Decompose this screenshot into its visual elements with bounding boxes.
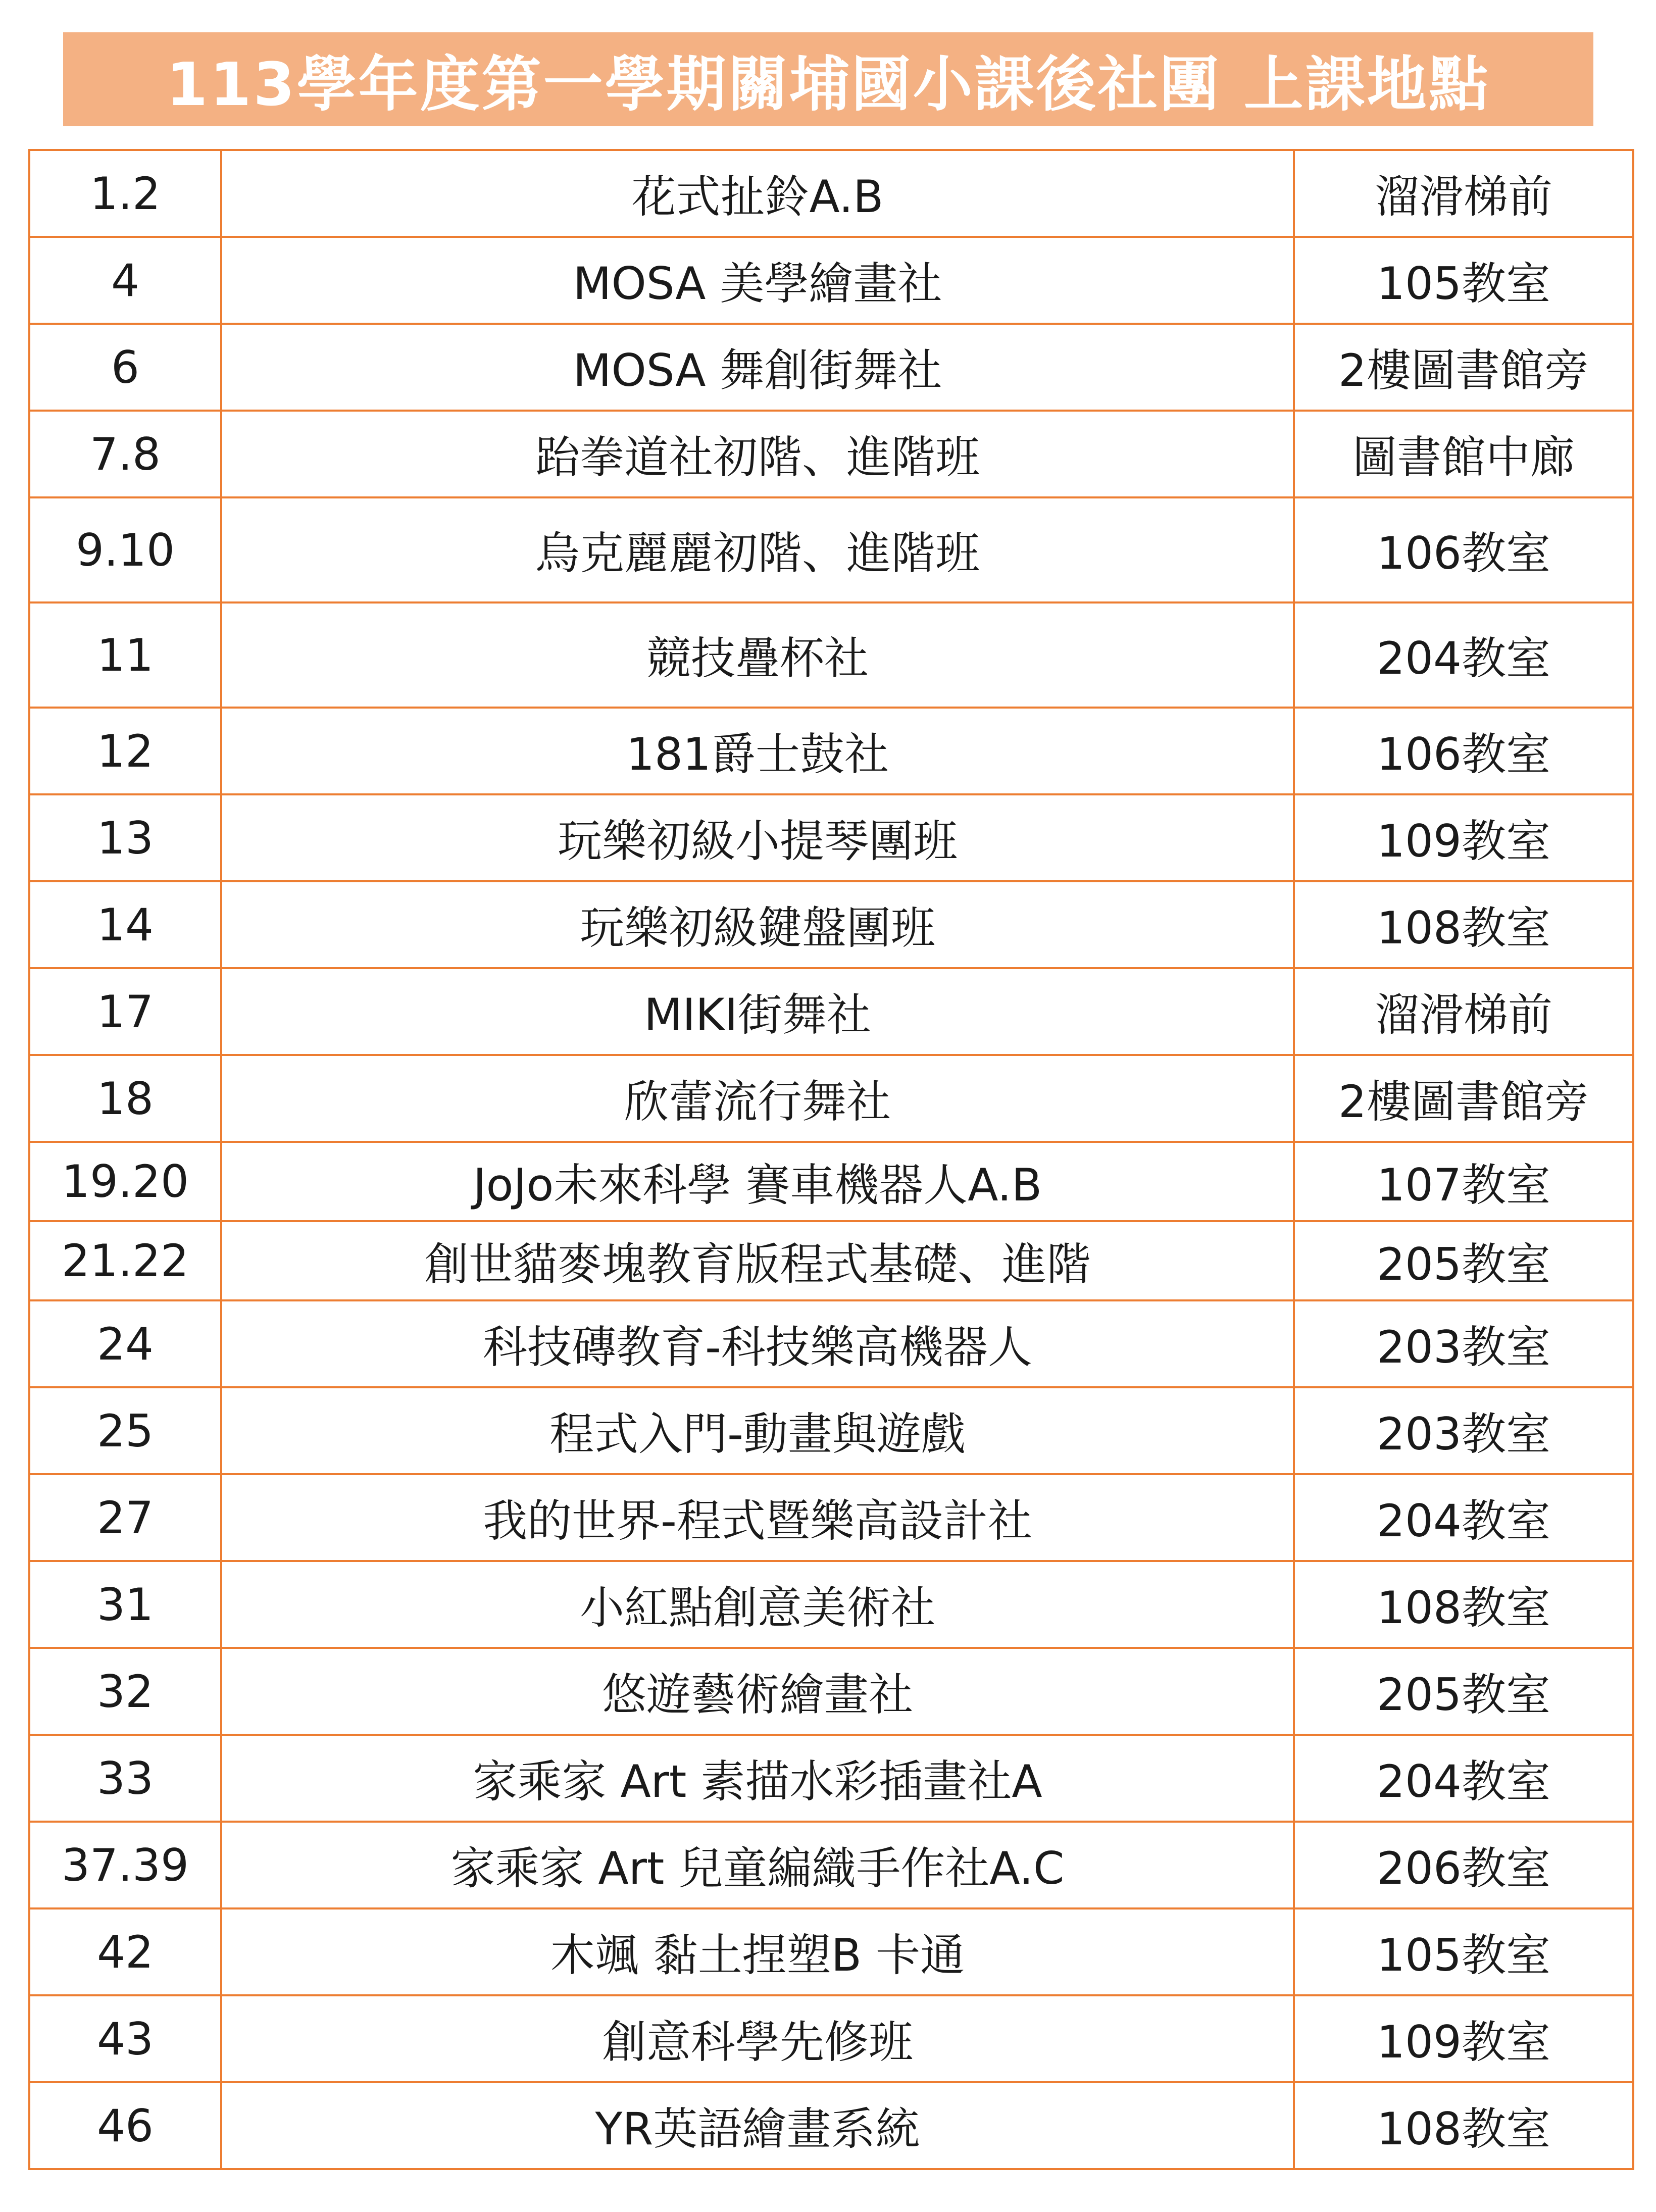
club-location: 205教室 <box>1294 1648 1633 1735</box>
table-row <box>29 237 1633 324</box>
club-name: 創世貓麥塊教育版程式基礎、進階 <box>221 1221 1294 1300</box>
club-name: 玩樂初級小提琴團班 <box>221 794 1294 881</box>
club-name: 創意科學先修班 <box>221 1995 1294 2082</box>
club-location: 106教室 <box>1294 708 1633 794</box>
table-row <box>29 1300 1633 1387</box>
table-row <box>29 602 1633 708</box>
club-number: 1.2 <box>29 150 221 237</box>
table-row <box>29 968 1633 1055</box>
club-name: YR英語繪畫系統 <box>221 2082 1294 2169</box>
club-location: 109教室 <box>1294 794 1633 881</box>
club-number: 17 <box>29 968 221 1055</box>
table-row <box>29 1142 1633 1221</box>
club-number: 19.20 <box>29 1142 221 1221</box>
table-row <box>29 150 1633 237</box>
club-number: 27 <box>29 1474 221 1561</box>
club-number: 24 <box>29 1300 221 1387</box>
club-name: MIKI街舞社 <box>221 968 1294 1055</box>
club-location: 109教室 <box>1294 1995 1633 2082</box>
club-location: 108教室 <box>1294 1561 1633 1648</box>
club-number: 11 <box>29 602 221 708</box>
club-number: 37.39 <box>29 1822 221 1908</box>
table-row <box>29 708 1633 794</box>
club-name: 悠遊藝術繪畫社 <box>221 1648 1294 1735</box>
table-row <box>29 881 1633 968</box>
table-row <box>29 1387 1633 1474</box>
table-row <box>29 1561 1633 1648</box>
club-name: 181爵士鼓社 <box>221 708 1294 794</box>
club-name: 玩樂初級鍵盤團班 <box>221 881 1294 968</box>
table-row <box>29 1908 1633 1995</box>
club-name: 程式入門-動畫與遊戲 <box>221 1387 1294 1474</box>
club-location: 2樓圖書館旁 <box>1294 1055 1633 1142</box>
club-name: 家乘家 Art 素描水彩插畫社A <box>221 1735 1294 1822</box>
club-name: MOSA 舞創街舞社 <box>221 324 1294 411</box>
club-number: 18 <box>29 1055 221 1142</box>
table-row <box>29 497 1633 602</box>
table-row <box>29 1648 1633 1735</box>
club-number: 43 <box>29 1995 221 2082</box>
table-row <box>29 1822 1633 1908</box>
club-name: 花式扯鈴A.B <box>221 150 1294 237</box>
club-location: 105教室 <box>1294 237 1633 324</box>
table-row <box>29 1221 1633 1300</box>
table-row <box>29 1995 1633 2082</box>
table-row <box>29 1055 1633 1142</box>
club-location: 106教室 <box>1294 497 1633 602</box>
club-number: 14 <box>29 881 221 968</box>
club-number: 32 <box>29 1648 221 1735</box>
club-location: 206教室 <box>1294 1822 1633 1908</box>
table-row <box>29 794 1633 881</box>
club-name: JoJo未來科學 賽車機器人A.B <box>221 1142 1294 1221</box>
club-name: 家乘家 Art 兒童編織手作社A.C <box>221 1822 1294 1908</box>
club-number: 12 <box>29 708 221 794</box>
club-location: 203教室 <box>1294 1387 1633 1474</box>
page-title: 113學年度第一學期關埔國小課後社團 上課地點 <box>166 49 1490 119</box>
club-location: 204教室 <box>1294 1735 1633 1822</box>
club-name: 烏克麗麗初階、進階班 <box>221 497 1294 602</box>
club-name: MOSA 美學繪畫社 <box>221 237 1294 324</box>
club-location: 108教室 <box>1294 881 1633 968</box>
club-location: 108教室 <box>1294 2082 1633 2169</box>
club-number: 4 <box>29 237 221 324</box>
table-row <box>29 1474 1633 1561</box>
club-location: 溜滑梯前 <box>1294 150 1633 237</box>
club-number: 46 <box>29 2082 221 2169</box>
club-number: 7.8 <box>29 411 221 497</box>
table-row <box>29 324 1633 411</box>
club-location: 2樓圖書館旁 <box>1294 324 1633 411</box>
club-number: 31 <box>29 1561 221 1648</box>
club-location-table <box>28 149 1634 2170</box>
club-location: 205教室 <box>1294 1221 1633 1300</box>
club-name: 木颯 黏土捏塑B 卡通 <box>221 1908 1294 1995</box>
club-location: 溜滑梯前 <box>1294 968 1633 1055</box>
club-name: 我的世界-程式暨樂高設計社 <box>221 1474 1294 1561</box>
club-location: 107教室 <box>1294 1142 1633 1221</box>
title-banner <box>63 32 1593 126</box>
club-number: 6 <box>29 324 221 411</box>
club-name: 跆拳道社初階、進階班 <box>221 411 1294 497</box>
club-number: 42 <box>29 1908 221 1995</box>
club-name: 欣蕾流行舞社 <box>221 1055 1294 1142</box>
club-number: 25 <box>29 1387 221 1474</box>
club-number: 9.10 <box>29 497 221 602</box>
club-location: 204教室 <box>1294 1474 1633 1561</box>
club-location: 203教室 <box>1294 1300 1633 1387</box>
club-name: 競技疊杯社 <box>221 602 1294 708</box>
club-number: 33 <box>29 1735 221 1822</box>
table-row <box>29 1735 1633 1822</box>
table-row <box>29 411 1633 497</box>
club-location: 105教室 <box>1294 1908 1633 1995</box>
club-name: 小紅點創意美術社 <box>221 1561 1294 1648</box>
table-row <box>29 2082 1633 2169</box>
club-name: 科技磚教育-科技樂高機器人 <box>221 1300 1294 1387</box>
club-number: 21.22 <box>29 1221 221 1300</box>
club-location: 204教室 <box>1294 602 1633 708</box>
club-location: 圖書館中廊 <box>1294 411 1633 497</box>
club-number: 13 <box>29 794 221 881</box>
